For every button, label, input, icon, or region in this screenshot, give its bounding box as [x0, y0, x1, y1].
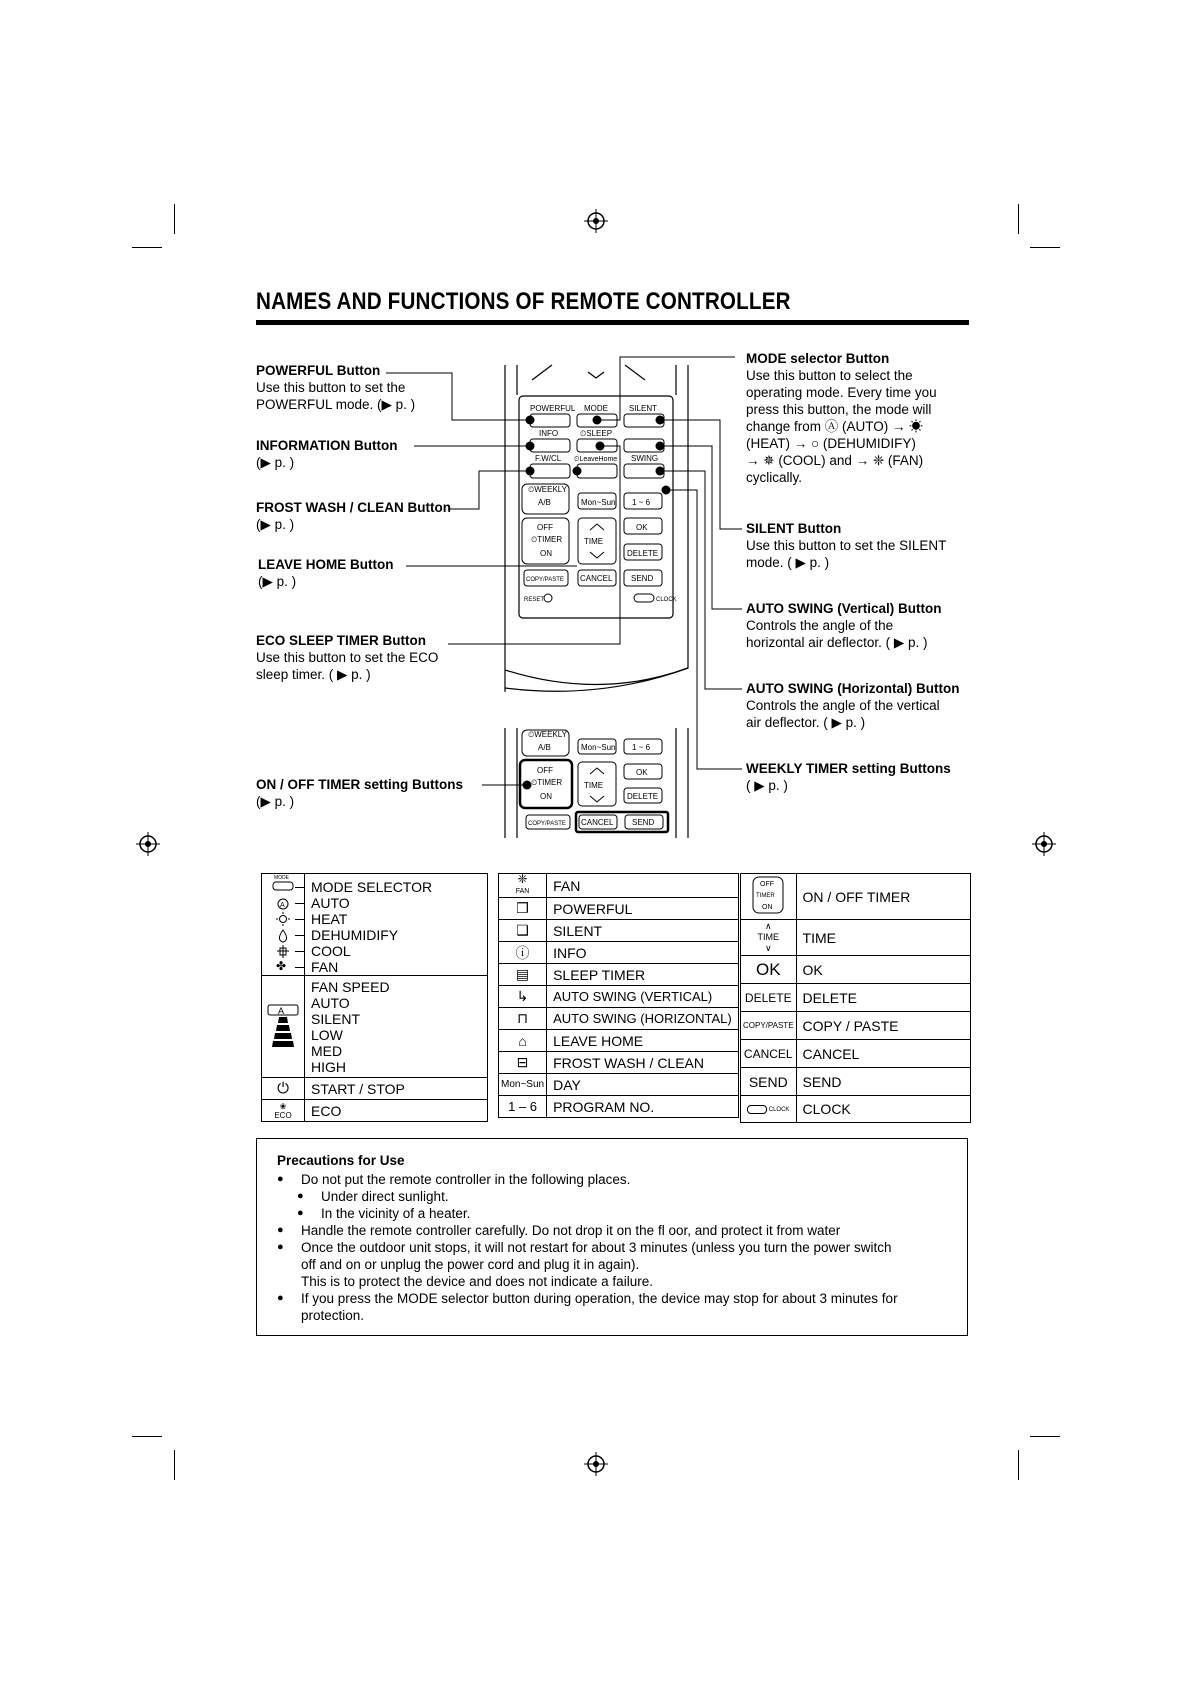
remote-label: OFF	[537, 766, 553, 775]
mode-icons-cell	[262, 874, 305, 976]
fan-speed-icon	[266, 995, 300, 1055]
remote-label: COPY/PASTE	[528, 821, 566, 827]
remote-label: A/B	[538, 743, 551, 752]
list-item: protection.	[301, 1308, 365, 1323]
callout-silent: SILENT Button Use this button to set the SILENT mode. ( ▶ p. )	[746, 521, 947, 570]
callout-weekly-timer: WEEKLY TIMER setting Buttons ( ▶ p. )	[746, 761, 951, 793]
remote-label: CANCEL	[581, 818, 614, 827]
legend-text: AUTO	[311, 995, 350, 1011]
leave-home-icon: ⌂	[499, 1030, 547, 1052]
callout-auto-swing-horizontal: AUTO SWING (Horizontal) Button Controls the angle of the vertical air deflector. ( ▶ p. )	[746, 681, 960, 730]
list-item: ● Under direct sunlight.	[277, 1188, 947, 1205]
remote-label: ⏲WEEKLY	[528, 730, 567, 739]
legend-table-functions	[498, 873, 739, 1118]
callout-on-off-timer: ON / OFF TIMER setting Buttons (▶ p. )	[256, 777, 463, 809]
send-icon: SEND	[741, 1068, 797, 1096]
legend-text: ON / OFF TIMER	[796, 874, 970, 920]
day-icon: Mon~Sun	[499, 1074, 547, 1096]
remote-label: ON	[540, 792, 552, 801]
program-icon: 1 – 6	[499, 1096, 547, 1118]
remote-label: ⏲SLEEP	[580, 429, 613, 438]
legend-text: MODE SELECTOR	[311, 878, 433, 895]
power-icon: ⏻	[262, 1078, 305, 1100]
callout-eco-sleep: ECO SLEEP TIMER Button Use this button to set the ECO sleep timer. ( ▶ p. )	[256, 633, 439, 682]
legend-text: SLEEP TIMER	[547, 964, 739, 986]
sleep-timer-icon: ▤	[499, 964, 547, 986]
copy-paste-icon: COPY/PASTE	[741, 1012, 797, 1040]
list-item: This is to protect the device and does not indicate a failure.	[301, 1274, 653, 1289]
remote-label: OK	[636, 768, 648, 777]
legend-text: OK	[796, 956, 970, 984]
remote-label: CANCEL	[580, 574, 613, 583]
crop-mark	[132, 1436, 162, 1437]
legend-text: MED	[311, 1043, 343, 1059]
swing-horizontal-icon: ⊓	[499, 1008, 547, 1030]
precautions-box	[256, 1138, 968, 1336]
on-off-timer-icon	[741, 874, 797, 920]
legend-text: LOW	[311, 1027, 343, 1043]
timer-button-icon	[750, 875, 786, 915]
remote-label: ⏲WEEKLY	[528, 485, 567, 494]
mode-icons	[268, 874, 298, 972]
svg-text:TIMER: TIMER	[756, 893, 775, 899]
remote-label: ⏲TIMER	[531, 778, 563, 787]
fan-icon: ❈ FAN	[499, 874, 547, 898]
svg-text:MODE: MODE	[274, 875, 289, 881]
legend-text: CLOCK	[796, 1096, 970, 1123]
powerful-icon: ❒	[499, 898, 547, 920]
legend-text: INFO	[547, 942, 739, 964]
frost-wash-icon: ⊟	[499, 1052, 547, 1074]
remote-label: ⏲TIMER	[531, 535, 563, 544]
legend-text: TIME	[796, 920, 970, 956]
svg-text:ON: ON	[762, 904, 773, 911]
list-item: ● If you press the MODE selector button during operation, the device may stop for about 3 minutes for	[277, 1290, 947, 1307]
fan-speed-icon-cell	[262, 976, 305, 1078]
remote-label: OFF	[537, 523, 553, 532]
legend-text: AUTO SWING (HORIZONTAL)	[547, 1008, 739, 1030]
info-icon: ⓘ	[499, 942, 547, 964]
legend-text: FROST WASH / CLEAN	[547, 1052, 739, 1074]
page-title: NAMES AND FUNCTIONS OF REMOTE CONTROLLER	[256, 288, 791, 315]
legend-text: SILENT	[311, 1011, 361, 1027]
silent-icon: ❑	[499, 920, 547, 942]
remote-label: OK	[636, 523, 648, 532]
legend-table-timer	[740, 873, 971, 1123]
legend-text: ECO	[305, 1100, 488, 1122]
remote-label: DELETE	[627, 792, 659, 801]
callout-information: INFORMATION Button (▶ p. )	[256, 438, 398, 470]
remote-label: SILENT	[629, 404, 658, 413]
remote-label: ⏲LeaveHome	[574, 456, 618, 463]
registration-mark-icon	[584, 1452, 608, 1476]
callout-powerful: POWERFUL Button Use this button to set the POWERFUL mode. (▶ p. )	[256, 363, 416, 412]
legend-text: AUTO	[311, 894, 350, 911]
remote-label: Mon~Sun	[581, 498, 616, 507]
list-item: off and on or unplug the power cord and plug it in again).	[301, 1257, 640, 1272]
remote-label: CLOCK	[656, 597, 677, 603]
svg-text:A: A	[278, 1006, 285, 1016]
legend-text: DEHUMIDIFY	[311, 926, 399, 943]
legend-text: LEAVE HOME	[547, 1030, 739, 1052]
legend-text: DAY	[547, 1074, 739, 1096]
legend-text: COOL	[311, 942, 351, 959]
remote-label: ON	[540, 549, 552, 558]
remote-label: MODE	[584, 404, 608, 413]
crop-mark	[1030, 1436, 1060, 1437]
callout-mode-selector: MODE selector Button Use this button to select the operating mode. Every time you press this button, the mode will change from Ⓐ (AUTO) → ☀ (HEAT) → ○ (DEHUMIDIFY) → ✵ (COOL) and → ❈ (FAN) cyclically.	[746, 351, 937, 485]
legend-text: AUTO SWING (VERTICAL)	[547, 986, 739, 1008]
legend-text: FAN SPEED	[311, 979, 390, 995]
remote-label: RESET	[524, 597, 545, 603]
remote-label: COPY/PASTE	[526, 577, 564, 583]
list-item: ● Do not put the remote controller in the following places.	[277, 1171, 947, 1188]
precautions-title: Precautions for Use	[277, 1153, 405, 1168]
ok-icon: OK	[741, 956, 797, 984]
crop-mark	[174, 1450, 175, 1480]
cancel-icon: CANCEL	[741, 1040, 797, 1068]
precautions-list	[277, 1171, 947, 1324]
svg-text:OFF: OFF	[760, 881, 775, 888]
remote-label: SEND	[632, 818, 655, 827]
delete-icon: DELETE	[741, 984, 797, 1012]
remote-label: SWING	[631, 454, 659, 463]
list-item: ● Once the outdoor unit stops, it will not restart for about 3 minutes (unless you turn the power switch	[277, 1239, 947, 1256]
remote-label: INFO	[539, 429, 559, 438]
legend-text: SILENT	[547, 920, 739, 942]
svg-text:A: A	[280, 902, 285, 909]
remote-label: TIME	[584, 537, 604, 546]
list-item: ● In the vicinity of a heater.	[277, 1205, 947, 1222]
eco-icon: ❀ ECO	[262, 1100, 305, 1122]
remote-label: SEND	[631, 574, 654, 583]
legend-text: POWERFUL	[547, 898, 739, 920]
callout-auto-swing-vertical: AUTO SWING (Vertical) Button Controls the angle of the horizontal air deflector. ( ▶ p. )	[746, 601, 942, 650]
list-item: ● Handle the remote controller carefully. Do not drop it on the fl oor, and protect it from water	[277, 1222, 947, 1239]
legend-text: START / STOP	[305, 1078, 488, 1100]
remote-label: 1 ~ 6	[632, 743, 651, 752]
legend-table-modes	[261, 873, 488, 1122]
time-icon: ∧ TIME ∨	[741, 920, 797, 956]
svg-text:✤: ✤	[276, 959, 287, 972]
clock-icon: CLOCK	[741, 1096, 797, 1123]
legend-text: SEND	[796, 1068, 970, 1096]
legend-text: CANCEL	[796, 1040, 970, 1068]
legend-text: FAN	[547, 874, 739, 898]
remote-label: A/B	[538, 498, 551, 507]
swing-vertical-icon: ↳	[499, 986, 547, 1008]
legend-text: COPY / PASTE	[796, 1012, 970, 1040]
crop-mark	[1018, 1450, 1019, 1480]
remote-label: 1 ~ 6	[632, 498, 651, 507]
legend-text: PROGRAM NO.	[547, 1096, 739, 1118]
legend-text: HEAT	[311, 910, 348, 927]
remote-label: DELETE	[627, 549, 659, 558]
legend-text: HIGH	[311, 1059, 346, 1075]
legend-text: FAN	[311, 958, 339, 975]
remote-label: POWERFUL	[530, 404, 576, 413]
remote-label: F.W/CL	[535, 454, 562, 463]
callout-leave-home: LEAVE HOME Button (▶ p. )	[258, 557, 394, 589]
remote-label: Mon~Sun	[581, 743, 616, 752]
remote-label: TIME	[584, 781, 604, 790]
callout-frost-wash: FROST WASH / CLEAN Button (▶ p. )	[256, 500, 451, 532]
legend-text: DELETE	[796, 984, 970, 1012]
